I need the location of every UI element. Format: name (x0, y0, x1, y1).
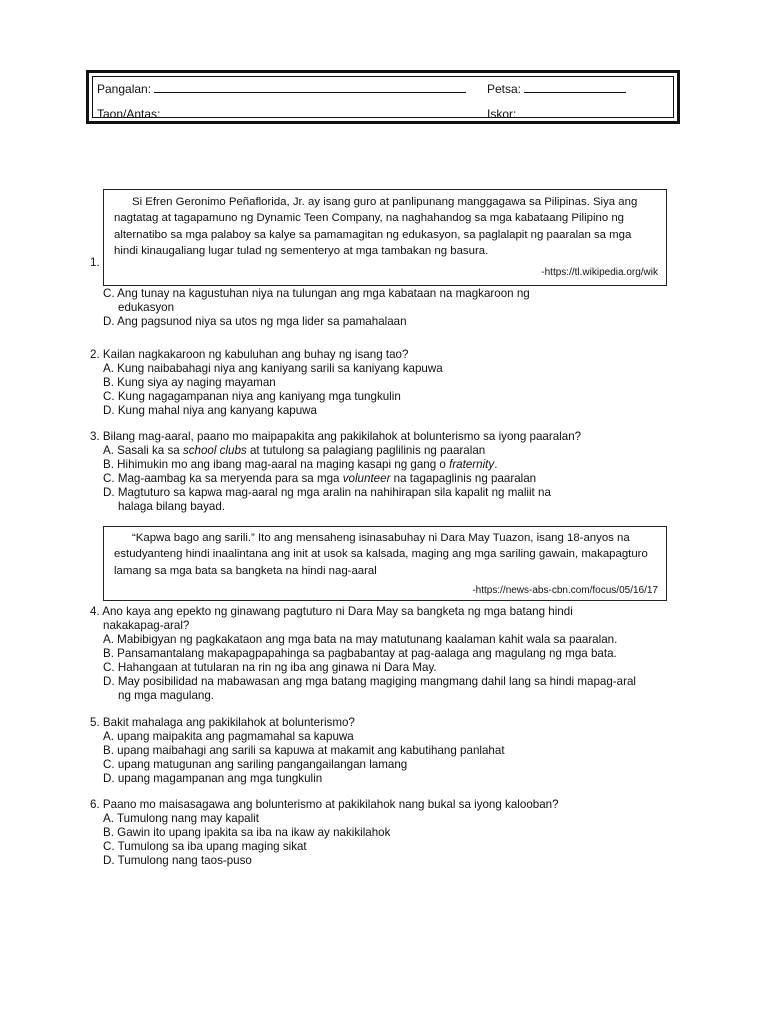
question-4-text-continued: nakakapag-aral? (103, 619, 190, 632)
question-4-option-b[interactable]: B. Pansamantalang makapagpapahinga sa pagbabantay at pag-aalaga ang magulang ng mga bata. (103, 647, 617, 660)
student-info-box (86, 70, 680, 124)
name-label: Pangalan: (97, 82, 152, 96)
question-2-option-d[interactable]: D. Kung mahal niya ang kanyang kapuwa (103, 404, 317, 417)
question-5-option-d[interactable]: D. upang magampanan ang mga tungkulin (103, 772, 323, 785)
passage-box-2 (103, 526, 667, 601)
name-field[interactable] (97, 81, 466, 96)
question-3-option-d[interactable]: D. Magtuturo sa kapwa mag-aaral ng mga aralin na nahihirapan sila kapalit ng maliit na (103, 486, 551, 499)
passage-2-text: “Kapwa bago ang sarili.” Ito ang mensaheng isinasabuhay ni Dara May Tuazon, isang 18-anyos na estudyanteng hindi inaalintana ang init at usok sa kalsada, maging ang mga sariling gawain, makapagturo lamang sa mga bata sa bangketa na hindi nag-aaral (114, 532, 648, 577)
question-1-number: 1. (90, 256, 100, 269)
question-1-option-d[interactable]: D. Ang pagsunod niya sa utos ng mga lider sa pamahalaan (103, 315, 407, 328)
question-3-option-b[interactable]: B. Hihimukin mo ang ibang mag-aaral na maging kasapi ng gang o fraternity. (103, 458, 498, 471)
question-4-option-c[interactable]: C. Hahangaan at tutularan na rin ng iba ang ginawa ni Dara May. (103, 661, 437, 674)
question-6-option-c[interactable]: C. Tumulong sa iba upang maging sikat (103, 840, 307, 853)
question-2-option-a[interactable]: A. Kung naibabahagi niya ang kaniyang sarili sa kaniyang kapuwa (103, 362, 443, 375)
question-1-option-c[interactable]: C. Ang tunay na kagustuhan niya na tulungan ang mga kabataan na magkaroon ng (103, 287, 530, 300)
grade-blank-line[interactable] (164, 106, 466, 118)
question-6-option-a[interactable]: A. Tumulong nang may kapalit (103, 812, 259, 825)
question-3-option-a[interactable]: A. Sasali ka sa school clubs at tutulong sa palagiang paglilinis ng paaralan (103, 444, 486, 457)
question-1-option-c-continued: edukasyon (118, 301, 175, 314)
question-4-text: 4. Ano kaya ang epekto ng ginawang pagtuturo ni Dara May sa bangketa ng mga batang hindi (90, 605, 573, 618)
passage-1-source: -https://tl.wikipedia.org/wik (541, 267, 658, 278)
date-label: Petsa: (487, 82, 522, 96)
question-2-text: 2. Kailan nagkakaroon ng kabuluhan ang buhay ng isang tao? (90, 348, 409, 361)
question-6-text: 6. Paano mo maisasagawa ang bolunterismo at pakikilahok nang bukal sa iyong kalooban? (90, 798, 559, 811)
question-5-option-c[interactable]: C. upang matugunan ang sariling pangangailangan lamang (103, 758, 408, 771)
score-blank-line[interactable] (520, 106, 622, 118)
question-4-option-d[interactable]: D. May posibilidad na mabawasan ang mga batang magiging mangmang dahil lang sa hindi mapag-aral (103, 675, 636, 688)
name-blank-line[interactable] (154, 81, 466, 93)
question-4-option-a[interactable]: A. Mabibigyan ng pagkakataon ang mga bata na may matutunang kaalaman kahit wala sa paaralan. (103, 633, 618, 646)
question-5-text: 5. Bakit mahalaga ang pakikilahok at bolunterismo? (90, 716, 355, 729)
question-5 (90, 716, 670, 786)
grade-field[interactable] (97, 106, 466, 121)
score-field[interactable] (487, 106, 622, 121)
question-6-option-b[interactable]: B. Gawin ito upang ipakita sa iba na ikaw ay nakikilahok (103, 826, 391, 839)
question-6-option-d[interactable]: D. Tumulong nang taos-puso (103, 854, 252, 867)
question-5-option-b[interactable]: B. upang maibahagi ang sarili sa kapuwa at makamit ang kabutihang panlahat (103, 744, 505, 757)
question-5-option-a[interactable]: A. upang maipakita ang pagmamahal sa kapuwa (103, 730, 354, 743)
question-3 (90, 430, 670, 514)
question-4 (90, 605, 670, 703)
grade-label: Taon/Antas: (97, 107, 161, 121)
question-2 (90, 348, 670, 418)
passage-1-text: Si Efren Geronimo Peñaflorida, Jr. ay isang guro at panlipunang manggagawa sa Pilipinas. Siya ang nagtatag at tagapamuno ng Dynamic Teen Company, na naghahandog sa mga kabataang Pilipino ng alternatibo sa mga palaboy sa kalye sa pamamagitan ng edukasyon, sa paglalapit ng paaralan sa mga hindi kinaugaliang lugar tulad ng sementeryo at mga tambakan ng basura. (114, 196, 638, 257)
question-2-option-b[interactable]: B. Kung siya ay naging mayaman (103, 376, 276, 389)
question-3-option-c[interactable]: C. Mag-aambag ka sa meryenda para sa mga volunteer na tagapaglinis ng paaralan (103, 472, 537, 485)
passage-box-1 (103, 189, 667, 286)
question-3-text: 3. Bilang mag-aaral, paano mo maipapakita ang pakikilahok at bolunterismo sa iyong paaralan? (90, 430, 582, 443)
passage-2-source: -https://news-abs-cbn.com/focus/05/16/17 (472, 585, 658, 596)
date-field[interactable] (487, 81, 626, 96)
score-label: Iskor: (487, 107, 517, 121)
question-3-option-d-continued: halaga bilang bayad. (118, 500, 226, 513)
date-blank-line[interactable] (524, 81, 626, 93)
question-2-option-c[interactable]: C. Kung nagagampanan niya ang kaniyang mga tungkulin (103, 390, 401, 403)
question-6 (90, 798, 670, 868)
question-4-option-d-continued: ng mga magulang. (118, 689, 215, 702)
